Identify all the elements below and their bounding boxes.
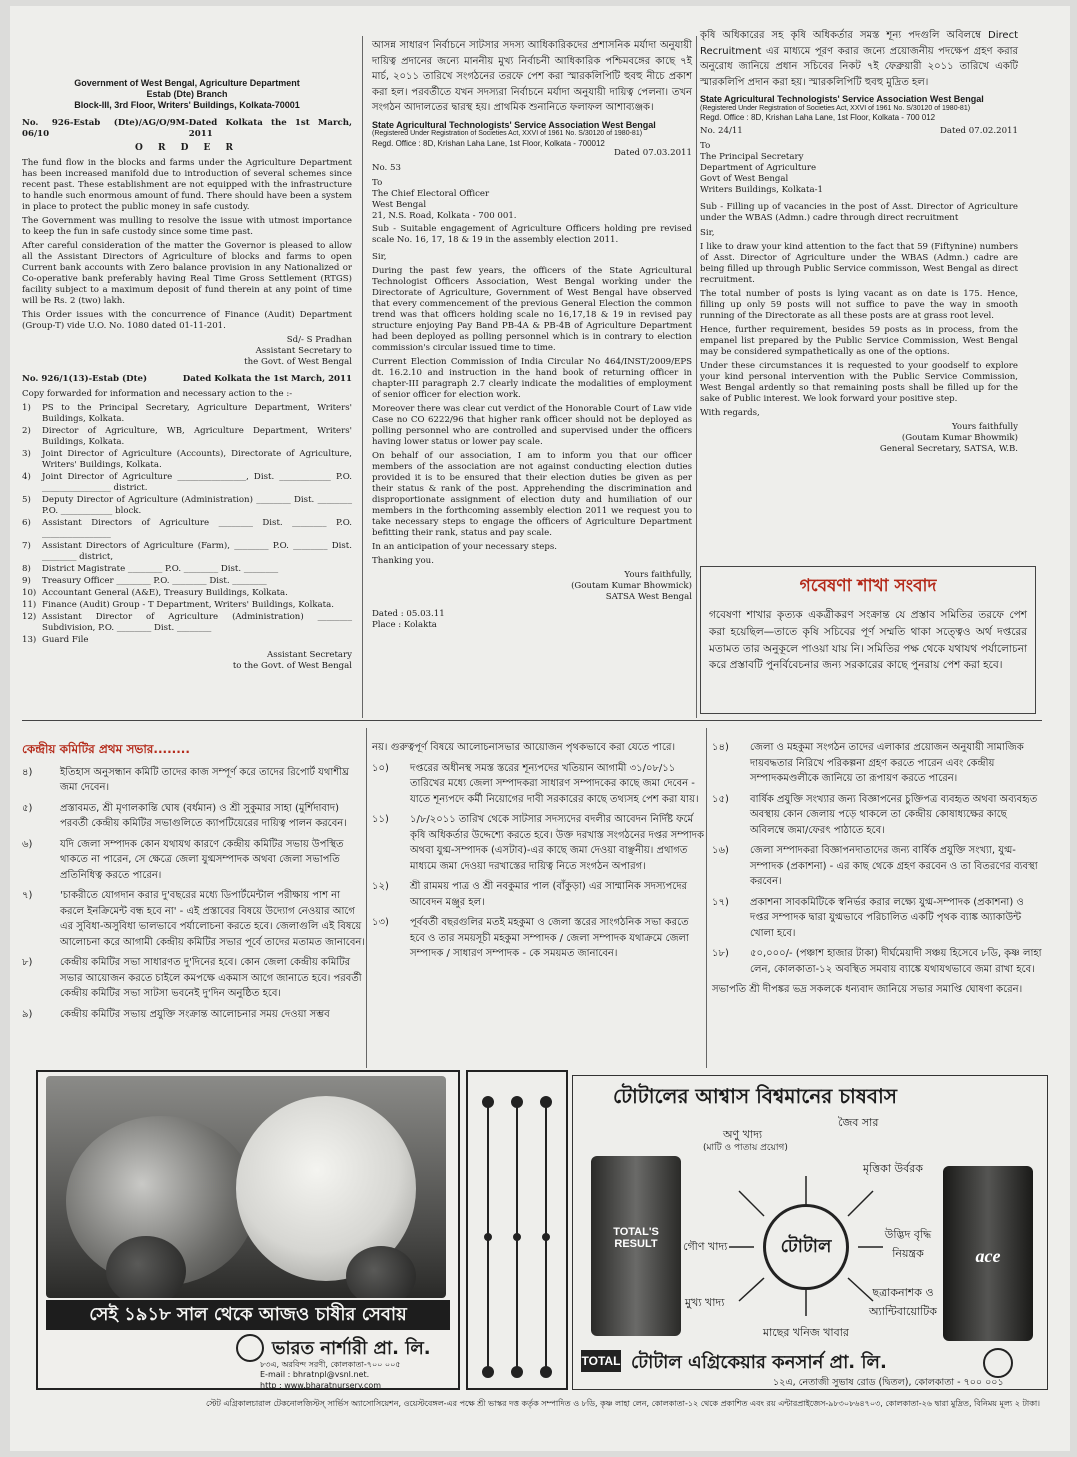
meeting-minutes-col1 [22, 740, 367, 1027]
item-number: ৬) [22, 838, 33, 850]
item-number: 10) [22, 587, 37, 598]
bottle1-label: TOTAL'S RESULT [613, 1226, 659, 1250]
list-item [712, 740, 1042, 787]
item-number: 13) [22, 634, 37, 645]
letter2-to-line2: Department of Agriculture [700, 162, 817, 173]
item-text: শ্রী রামময় পাত্র ও শ্রী নবকুমার পাল (বাঁকুড়া) এর সাম্মানিক সদস্যপদের আবেদন মঞ্জুর হল। [410, 881, 688, 908]
letter2-date: Dated 07.02.2011 [940, 125, 1018, 136]
item-number: 3) [22, 448, 31, 459]
order-sig-name: Sd/- S Pradhan [286, 334, 352, 345]
letter1-office: Regd. Office : 8D, Krishan Laha Lane, 1st Floor, Kolkata - 700012 [372, 138, 605, 148]
item-number: 6) [22, 517, 31, 528]
item-number: 11) [22, 599, 37, 610]
nursery-advertisement [36, 1070, 460, 1390]
label-micronutrient: অণু খাদ্য [723, 1128, 763, 1141]
nursery-banner: সেই ১৯১৮ সাল থেকে আজও চাষীর সেবায় [46, 1300, 450, 1330]
letter1-dated: Dated : 05.03.11 [372, 609, 445, 620]
letter1-para-3: Moreover there was clear cut verdict of the Honorable Court of Law vide Case no CO 6222/96 that higher rank officer should not be deployed as polling personnel who are controlled and supervised under the officers having lower status or lower pay scale. [372, 404, 692, 448]
order-date2: Dated Kolkata the 1st March, 2011 [182, 373, 352, 384]
list-item [22, 1007, 367, 1023]
label-micronutrient-note: (মাটি ও পাতায় প্রয়োগ) [703, 1143, 788, 1153]
item-number: 9) [22, 575, 31, 586]
list-item [22, 541, 352, 563]
letter1-to-line2: West Bengal [372, 200, 427, 211]
list-item [22, 403, 352, 425]
label-fungicide: ছত্রাকনাশক ও অ্যান্টিবায়োটিক [869, 1286, 937, 1318]
column-divider [696, 36, 697, 718]
letter2-intro: কৃষি অধিকারের সহ কৃষি অধিকর্তার সমস্ত শূন্য পদগুলি অবিলম্বে Direct Recruitment এর মাধ্যমে পূরণ করার জন্যে প্রয়োজনীয় পদক্ষেপ গ্রহণ করার অনুরোধ জানিয়ে প্রধান সচিবের নিকট ৭ই ফেব্রুয়ারী ২০১১ তারিখে একটি স্মারকলিপি প্রদান করা হয়। স্মারকলিপিটি হুবহু মুদ্রিত হল। [700, 30, 1018, 88]
order-para-2: The Government was mulling to resolve the issue with utmost importance to keep the fun in safe custody since some time past. [22, 215, 352, 237]
list-item [22, 564, 352, 575]
section-divider [22, 720, 1042, 721]
list-item [22, 495, 352, 517]
list-item [372, 915, 704, 962]
order-date: Dated Kolkata the 1st March, 2011 [188, 118, 352, 140]
item-number: ১৮) [712, 948, 729, 959]
vegetables-photo [46, 1076, 446, 1298]
item-text: প্রস্তাবমত, শ্রী মৃণালকান্তি ঘোষ (বর্ধমান) ও শ্রী সুকুমার সাহা (মুর্শিদাবাদ) পরবর্তী কেন্দ্রীয় কমিটির সভাগুলিতে ক্যাপটিয়েরের দায়িত্ব পালন করবেন। [60, 802, 347, 830]
item-text: যদি জেলা সম্পাদক কোন যথাযথ কারণে কেন্দ্রীয় কমিটির সভায় উপস্থিত থাকতে না পারেন, সে ক্ষেত্রে জেলা যুগ্মসম্পাদক অথবা জেলা সভাপতি প্রতিনিধিত্ব করতে পারেন। [60, 838, 344, 881]
item-text: Finance (Audit) Group - T Department, Writers' Buildings, Kolkata. [42, 599, 334, 610]
item-number: ৫) [22, 802, 33, 814]
item-number: 1) [22, 402, 31, 413]
letter2-to: To [700, 140, 711, 151]
letter1-salutation: Sir, [372, 252, 387, 263]
list-item [372, 761, 704, 808]
letter2-to-line1: The Principal Secretary [700, 151, 804, 162]
list-item [372, 812, 704, 874]
order-sig2-govt: to the Govt. of West Bengal [232, 660, 352, 671]
meeting-col2-lead: নয়। গুরুত্বপূর্ণ বিষয়ে আলোচনাসভার আয়োজন পৃথকভাবে করা যেতে পারে। [372, 742, 676, 753]
wheel-icon [236, 1334, 264, 1362]
order-signature [22, 335, 352, 368]
total-address: ১২এ, নেতাজী সুভাষ রোড (দ্বিতল), কোলকাতা - ৭০০ ০০১ [773, 1377, 1004, 1388]
order-sig-govt: the Govt. of West Bengal [244, 356, 352, 367]
nursery-address: ৮৩এ, অরবিন্দ সরণী, কোলকাতা-৭০০ ০০৫ [260, 1360, 401, 1369]
list-item [712, 792, 1042, 839]
column-divider [362, 36, 363, 718]
letter2-ref-row [700, 126, 1018, 137]
order-header-line2: Estab (Dte) Branch [146, 88, 228, 99]
order-signature-2 [22, 650, 352, 672]
order-sig2-title: Assistant Secretary [266, 649, 352, 660]
letter1-para-5: In an anticipation of your necessary steps. [372, 542, 557, 553]
item-text: কেন্দ্রীয় কমিটির সভায় প্রযুক্তি সংক্রান্ত আলোচনার সময় দেওয়া সম্ভব [60, 1008, 330, 1020]
item-text: ৫০,০০০/- (পঞ্চাশ হাজার টাকা) দীর্ঘমেয়াদী সঞ্চয় হিসেবে ৮ডি, কৃষ্ণ লাহা লেন, কোলকাতা-১২ অবস্থিত সমবায় ব্যাঙ্কে যথাযথভাবে জমা রাখা হবে। [750, 948, 1042, 975]
letter1-to-line1: The Chief Electoral Officer [372, 189, 490, 200]
item-number: ১৭) [712, 896, 729, 908]
item-number: 12) [22, 611, 37, 622]
letter1-para-6: Thanking you. [372, 556, 434, 567]
order-ref2-row [22, 374, 352, 385]
item-text: Treasury Officer ________ P.O. ________ Dist. ________ [42, 575, 267, 586]
item-text: Director of Agriculture, WB, Agriculture Department, Writers' Buildings, Kolkata. [42, 425, 352, 447]
letter2-no: No. 24/11 [700, 125, 743, 136]
meeting-closing: সভাপতি শ্রী দীপঙ্কর ভদ্র সকলকে ধন্যবাদ জানিয়ে সভার সমাপ্তি ঘোষণা করেন। [712, 984, 1023, 995]
item-text: Assistant Director of Agriculture (Administration) ________ Subdivision, P.O. ________ Dist. ________ [42, 611, 352, 633]
meeting-items-col1 [22, 765, 367, 1023]
list-item [22, 801, 367, 832]
letter1-subject: Sub - Suitable engagement of Agriculture Officers holding pre revised scale No. 16, 17, 18 & 19 in the assembly election 2011. [372, 224, 692, 246]
list-item [22, 635, 352, 646]
list-item [22, 472, 352, 494]
item-number: ১৪) [712, 742, 729, 753]
label-soil-conditioner: মৃত্তিকা উর্বরক [863, 1162, 923, 1175]
total-logo: TOTAL [581, 1350, 621, 1372]
meeting-items-col3 [712, 740, 1042, 977]
letter2-salutation: Sir, [700, 227, 715, 238]
publisher-footer: স্টেট এগ্রিকালচারাল টেকনোলজিস্টস্ সার্ভিস অ্যাসোসিয়েশন, ওয়েস্টবেঙ্গল-এর পক্ষে শ্রী ভাস্কর দত্ত কর্তৃক সম্পাদিত ও ৮ডি, কৃষ্ণ লাহা লেন, কোলকাতা-১২ থেকে প্রকাশিত এবং রয় এন্টারপ্রাইজেস-৯৮৩০৮৬৪৭০৩, কোলকাতা-২৬ দ্বারা মুদ্রিত, বিনিময় মূল্য ২ টাকা। [205, 1399, 1040, 1408]
order-ref-row [22, 118, 352, 140]
letter2-para-4: Under these circumstances it is requested to your goodself to explore your kind personal intervention with the Public Service Commission, West Bengal ardently so that remaining posts shall be filled up for the sake of Public interest. We look forward your positive step. [700, 360, 1018, 404]
letter2-to-line4: Writers Buildings, Kolkata-1 [700, 184, 823, 195]
letter1-designation: SATSA West Bengal [605, 592, 692, 603]
item-text: District Magistrate ________ P.O. ________ Dist. ________ [42, 563, 279, 574]
order-distribution-list [22, 403, 352, 646]
nursery-company: ভারত নার্শারী প্রা. লি. [272, 1338, 431, 1359]
list-item [372, 879, 704, 910]
letter2-regards: With regards, [700, 407, 760, 418]
order-ref2: No. 926/1(13)-Estab (Dte) [22, 373, 148, 384]
column-divider [706, 728, 707, 1068]
decorative-ornament-panel [466, 1070, 568, 1390]
order-para-4: This Order issues with the concurrence of Finance (Audit) Department (Group-T) vide U.O. No. 1080 dated 01-11-201. [22, 309, 352, 331]
letter2-para-3: Hence, further requirement, besides 59 posts as in process, from the empanel list prepared by the Public Service Commission, West Bengal may be considered sympathetically as one of the options. [700, 324, 1018, 357]
letter1-org: State Agricultural Technologists' Service Association West Bengal [372, 119, 656, 130]
item-number: ১২) [372, 881, 389, 892]
item-number: ১৫) [712, 793, 729, 805]
research-title: গবেষণা শাখা সংবাদ [799, 576, 937, 596]
letter-electoral-officer [372, 38, 692, 631]
item-text: জেলা ও মহকুমা সংগঠন তাদের এলাকার প্রয়োজন অনুযায়ী সামাজিক দায়বদ্ধতার নিরিখে পরিকল্পনা গ্রহণ করতে পারেন এবং কেন্দ্রীয় সম্পাদকমণ্ডলীকে জানিয়ে তা রূপায়ণ করতে পারেন। [750, 742, 1024, 784]
item-text: PS to the Principal Secretary, Agriculture Department, Writers' Buildings, Kolkata. [42, 402, 352, 424]
order-para-3: After careful consideration of the matter the Governor is pleased to allow all the Assistant Directors of Agriculture of blocks and farms to open Current bank accounts with Zero balance provision in any Nationalized or Co-operative bank preferably having Real Time Gross Settlement (RTGS) facility subject to a maximum deposit of fund therein at any point of time will be Rs. 2 (two) lakh. [22, 240, 352, 306]
item-number: ১১) [372, 814, 389, 825]
total-advertisement [572, 1075, 1048, 1390]
item-number: ৮) [22, 957, 33, 969]
letter1-yours: Yours faithfully, [624, 570, 692, 581]
item-number: 2) [22, 425, 31, 436]
item-text: 'চাকরীতে যোগদান করার দু'বছরের মধ্যে ডিপার্টমেন্টাল পরীক্ষায় পাশ না করলে ইনক্রিমেন্ট বন্ধ হবে না' - এই প্রস্তাবের বিষয়ে উদ্যোগ নেওয়ার আগে এর সুবিধা-অসুবিধা ভালভাবে পর্যালোচনা করতে হবে। জেলাগুলি এই বিষয়ে আলোচনা করে আগামী কেন্দ্রীয় কমিটির সভার পূর্বে তাদের মতামত জানাবেন। [60, 890, 365, 948]
bottle2-label: ace [975, 1246, 1001, 1266]
letter2-subject: Sub - Filling up of vacancies in the post of Asst. Director of Agriculture under the WBAS (Admn.) cadre through direct recruitment [700, 201, 1018, 223]
letter1-no: No. 53 [372, 163, 401, 174]
item-text: ১/৮/২০১১ তারিখ থেকে সাটসার সদস্যদের বদলীর আবেদন নির্দিষ্ট ফর্মে কৃষি অধিকর্তার উদ্দেশ্যে করতে হবে। উক্ত দরখাস্ত সংগঠনের দপ্তর সম্পাদক অথবা যুগ্ম-সম্পাদক (এসটাব)-এর কাছে জমা দেওয়া বাঞ্ছনীয়। প্রথাগত মাধ্যমে জমা দেওয়া দরখাস্তের দায়িত্ব নিতে সংগঠন অপারগ। [410, 814, 705, 872]
item-text: কেন্দ্রীয় কমিটির সভা সাধারণত দু'দিনের হবে। কোন জেলা কেন্দ্রীয় কমিটির সভার আয়োজন করতে চাইলে কমপক্ষে একমাস আগে জানাতে হবে। পরবর্তী কেন্দ্রীয় কমিটির সভা সাটসা ভবনেই দু'দিন অনুষ্ঠিত হবে। [60, 957, 362, 1000]
label-secondary-nutrient: গৌণ খাদ্য [683, 1240, 728, 1253]
list-item [22, 600, 352, 611]
item-number: ১০) [372, 762, 389, 774]
letter1-name: (Goutam Kumar Bhowmick) [571, 581, 692, 592]
letter2-para-2: The total number of posts is lying vacant as on date is 175. Hence, filling up only 59 posts will not suffice to pave the way in smooth running of the Directorate as all these posts are at grass root level. [700, 288, 1018, 321]
item-text: Assistant Directors of Agriculture ________ Dist. ________ P.O. ________________ [42, 517, 352, 539]
item-text: ইতিহাস অনুসন্ধান কমিটি তাদের কাজ সম্পূর্ণ করে তাদের রিপোর্ট যথাশীঘ্র জমা দেবেন। [60, 766, 350, 794]
item-text: দপ্তরের অধীনস্থ সমস্ত স্তরের শূন্যপদের খতিয়ান আগামী ৩১/০৮/১১ তারিখের মধ্যে জেলা সম্পাদকরা সাধারণ সম্পাদকের কাছে জমা দেবেন - যাতে শূন্যপদে কর্মী নিয়োগের দাবী সরকারের কাছে তথ্যসহ পেশ করা যায়। [410, 762, 699, 805]
list-item [22, 588, 352, 599]
item-number: ১৩) [372, 917, 389, 928]
letter1-para-2: Current Election Commission of India Circular No 464/INST/2009/EPS dt. 16.2.10 and instruction in the hand book of returning officer in chapter-III paragraph 2.7 clearly indicate the modalities of employment of senior officer for election work. [372, 357, 692, 401]
letter1-to: To [372, 178, 383, 189]
item-text: Joint Director of Agriculture ________________, Dist. ____________ P.O. ________________ district. [42, 471, 352, 493]
list-item [22, 518, 352, 540]
letter2-para-1: I like to draw your kind attention to the fact that 59 (Fiftynine) numbers of Asst. Director of Agriculture under the WBAS (Admn.) cadre are being filled up through Public Service commisson, West Bengal as direct recruitment. [700, 241, 1018, 285]
letter2-org: State Agricultural Technologists' Service Association West Bengal [700, 94, 984, 104]
letter2-signature [700, 422, 1018, 455]
list-item [22, 612, 352, 634]
letter1-para-4: On behalf of our association, I am to inform you that our officer members of the association are not against conducting election duties provided it is to be ensured that their election duties be given as per their status & rank of the post. Apprehending the discrimination and disproportionate assignment of election duty and humiliation of our members in the forthcoming assembly election 2011 we request you to take necessary steps to engage the officers of Agriculture Department befitting their rank, status and pay scale. [372, 451, 692, 539]
letter2-name: (Goutam Kumar Bhowmik) [901, 432, 1018, 443]
item-number: 8) [22, 563, 31, 574]
list-item [22, 765, 367, 796]
nursery-web: http : www.bharatnursery.com [260, 1380, 382, 1390]
item-text: জেলা সম্পাদকরা বিজ্ঞাপনদাতাদের জন্য বার্ষিক প্রযুক্তি সংখ্যা, যুগ্ম-সম্পাদক (প্রকাশনা) - এর কাছ থেকে গ্রহণ করবেন ও তা বিতরণের ব্যবস্থা করবেন। [750, 845, 1038, 887]
total-sun-logo: টোটাল [763, 1204, 849, 1290]
letter1-date: Dated 07.03.2011 [614, 148, 692, 159]
meeting-minutes-col3 [712, 740, 1042, 998]
list-item [22, 955, 367, 1002]
meeting-title: কেন্দ্রীয় কমিটির প্রথম সভার........ [22, 742, 190, 756]
letter2-yours: Yours faithfully [952, 421, 1018, 432]
item-text: Assistant Directors of Agriculture (Farm), ________ P.O. ________ Dist. ________ district, [42, 540, 352, 562]
list-item [22, 449, 352, 471]
meeting-items-col2 [372, 761, 704, 962]
letter2-office: Regd. Office : 8D, Krishan Laha Lane, 1st Floor, Kolkata - 700 012 [700, 113, 936, 123]
order-sig-title: Assistant Secretary to [255, 345, 352, 356]
letter1-para-1: During the past few years, the officers of the State Agricultural Technologist Officers Association, West Bengal working under the Directorate of Agriculture, Government of West Bengal have observed that every commencement of the previous General Election the common trend was that officers holding scale no 16,17,18 & 19 in revised pay structure enjoying Pay Band PB-4A & PB-4B of Agriculture Department had been deployed as polling personnel which is in contrary to election commission's circular issued time to time. [372, 266, 692, 354]
item-text: বার্ষিক প্রযুক্তি সংখ্যার জন্য বিজ্ঞাপনের চুক্তিপত্র ব্যবহৃত অথবা অব্যবহৃত অবস্থায় কোন জেলায় পড়ে থাকলে তা কেন্দ্রীয় কোষাধ্যক্ষের কাছে অবিলম্বে জমা/ফেরৎ পাঠাতে হবে। [750, 793, 1038, 836]
list-item [22, 837, 367, 884]
total-company: টোটাল এগ্রিকেয়ার কনসার্ন প্রা. লি. [631, 1352, 887, 1373]
item-number: 5) [22, 494, 31, 505]
label-organic-manure: জৈব সার [838, 1116, 879, 1129]
item-text: প্রকাশনা সাবকমিটিকে স্বনির্ভর করার লক্ষ্যে যুগ্ম-সম্পাদক (প্রকাশনা) ও দপ্তর সম্পাদক দ্বারা যুগ্মভাবে পরিচালিত একটি পৃথক ব্যাঙ্ক অ্যাকাউন্ট খোলা হবে। [750, 896, 1024, 939]
list-item [22, 426, 352, 448]
order-ref: No. 926-Estab (Dte)/AG/O/9M-06/10 [22, 118, 189, 140]
letter2-reg: (Registered Under Registration of Societies Act, XXVI of 1961 No. S/30120 of 1980-81) [700, 104, 971, 112]
total-slogan: টোটালের আশ্বাস বিশ্বমানের চাষবাস [613, 1084, 898, 1108]
letter1-reg: (Registered Under Registration of Societies Act, XXVI of 1961 No. S/30120 of 1980-81) [372, 130, 643, 138]
list-item [22, 888, 367, 950]
letter1-intro: আসন্ন সাধারণ নির্বাচনে সাটসার সদস্য আধিকারিকদের প্রশাসনিক মর্যাদা অনুযায়ী দায়িত্ব প্রদানের জন্যে মাননীয় মুখ্য নির্বাচনী আধিকারিক পশ্চিমবঙ্গের কাছে ৭ই মার্চ, ২০১১ তারিখে সংগঠনের তরফে পেশ করা স্মারকলিপিটি হুবহু নীচে প্রকাশ করা হল। পরবর্তীতে যখন সদস্যরা নির্বাচনে মর্যাদা অনুযায়ী দায়িত্ব পেলনা। তখন সংগঠন আদালতের দ্বারস্থ হয়। প্রাথমিক শুনানিতে ফলাফল আশাব্যঞ্জক। [372, 40, 692, 113]
meeting-minutes-col2 [372, 740, 704, 967]
list-item [22, 576, 352, 587]
item-number: 4) [22, 471, 31, 482]
list-item [712, 946, 1042, 977]
research-body: গবেষণা শাখার কৃত্যক একত্রীকরণ সংক্রান্ত যে প্রস্তাব সমিতির তরফে পেশ করা হয়েছিল—তাতে কৃষি সচিবের পূর্ণ সম্মতি থাকা সত্ত্বেও অর্থ দপ্তরের মতামত তার অনুকূলে পাওয়া যায় নি। সমিতির পক্ষ থেকে যথাযথ পর্যালোচনা করে প্রস্তাবটি পুনর্বিবেচনার জন্য সরকারের কাছে পুনরায় পেশ করা হবে। [709, 609, 1027, 672]
letter1-to-line3: 21, N.S. Road, Kolkata - 700 001. [372, 211, 517, 222]
item-text: Guard File [42, 634, 89, 645]
item-text: Accountant General (A&E), Treasury Buildings, Kolkata. [42, 587, 288, 598]
nursery-address-block [260, 1360, 460, 1391]
flower-ornament-icon [468, 1072, 566, 1388]
letter1-place: Place : Kolakta [372, 620, 437, 631]
item-text: পূর্ববর্তী বছরগুলির মতই মহকুমা ও জেলা স্তরের সাংগঠনিক সভা করতে হবে ও তার সময়সূচী মহকুমা সম্পাদক / জেলা সম্পাদক যথাক্রমে জেলা সম্পাদক / সাধারণ সম্পাদক - কে সময়মত জানাবেন। [410, 917, 689, 959]
item-number: ৪) [22, 766, 33, 778]
item-number: ৯) [22, 1008, 33, 1020]
list-item [712, 843, 1042, 890]
order-header-line1: Government of West Bengal, Agriculture Department [74, 78, 300, 88]
order-header-line3: Block-III, 3rd Floor, Writers' Buildings, Kolkata-70001 [74, 99, 300, 110]
list-item [712, 895, 1042, 942]
item-text: Joint Director of Agriculture (Accounts), Directorate of Agriculture, Writers' Buildings, Kolkata. [42, 448, 352, 470]
label-fish-mineral: মাছের খনিজ খাবার [763, 1326, 849, 1339]
research-news-box [700, 566, 1036, 714]
letter2-to-line3: Govt of West Bengal [700, 173, 789, 184]
item-number: ৭) [22, 890, 33, 902]
label-growth-regulator: উদ্ভিদ বৃদ্ধি নিয়ন্ত্রক [884, 1228, 932, 1260]
order-copy-line: Copy forwarded for information and necessary action to the :- [22, 388, 293, 399]
nursery-email: E-mail : bhratnpl@vsnl.net. [260, 1370, 370, 1380]
item-number: 7) [22, 540, 31, 551]
order-para-1: The fund flow in the blocks and farms under the Agriculture Department has been increased manifold due to introduction of several schemes since recent past. These establishment are not equipped with the infrastructure to handle such enormous amount of fund. There should have been a system in place to protect the public money in safe custody. [22, 157, 352, 212]
label-major-nutrient: মুখ্য খাদ্য [685, 1296, 725, 1309]
letter-principal-secretary [700, 28, 1018, 455]
item-number: ১৬) [712, 845, 729, 856]
item-text: Deputy Director of Agriculture (Administration) ________ Dist. ________ P.O. ____________ block. [42, 494, 352, 516]
letter1-signature [372, 570, 692, 603]
company-seal-icon [983, 1348, 1013, 1378]
letter2-designation: General Secretary, SATSA, W.B. [879, 443, 1018, 454]
government-order [22, 78, 352, 672]
order-title: O R D E R [135, 143, 239, 154]
